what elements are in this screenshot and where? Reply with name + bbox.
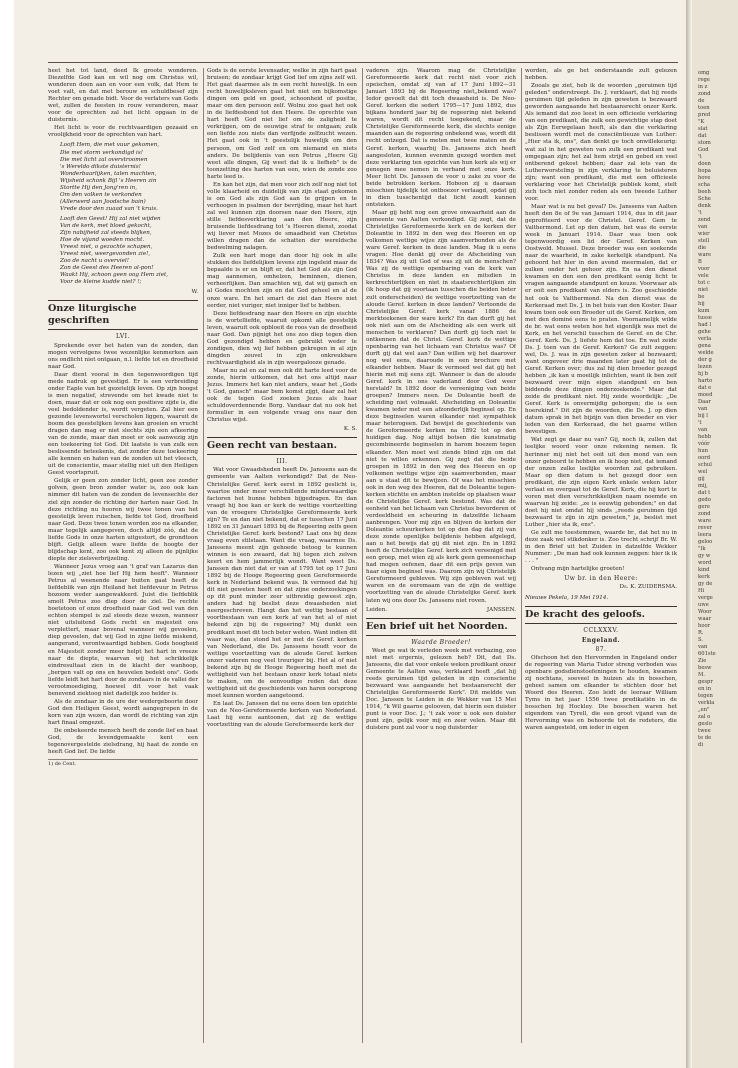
paragraph: Wat zegt ge daar nu van? Gij, noch ik, zullen dat leelijke woord voor onze rekening nemen. Ik herinner mij niet het ooit uit den mond van een onzer geboord te hebben en ik hoop niet, dat iemand der onzen zulke leelijke woorden zal gebruiken. Maar op dien datum is het gezegd door een predikant, die zijn eigen Kerk enkele weken later verlaat en overgaat tot de Geref. Kerk, die hij kort te voren met dien verschrikkelijken naam noemde en waarvan hij zeide: „ze is eeuwtig gebonden;" en dat doet hij niet omdat hij sinds „reeds geruimen tijd bezwaard te zijn in zijn geweten," ja, beslist met Luther „hier sta ik, ens". — [525, 437, 677, 528]
adjacent-page-line: verge — [698, 595, 713, 601]
adjacent-page-line: zend — [698, 217, 711, 223]
paragraph: Ofschoon het den Hervormden in Engeland onder de regeering van Maria Tudor streng verboden was openbare godsdienstoefeningen te houden, kwamen zij nochtans, soeveel in huizen als in bosschen, geheel samen om elkander te stichten door het Woord des Heeren. Zoo leidt de leeraar William Tyms in het jaar 1556 twee predikatiën in de bosschen bij Hockley. Die bosschen waren het eigendom van Tyrell, die een groot vijand van de Hervorming was en behoorde tot de redeters, die waren aangesteld, om ieder in eigen — [525, 654, 677, 732]
adjacent-page-line: stell — [698, 238, 710, 244]
adjacent-page-line: beeh — [698, 189, 711, 195]
poem-line: Wijsheid schonk Bijl 's Heeren zin — [60, 177, 157, 184]
paragraph: Zooals ge ziet, heb ik de woorden „geruimen tijd geleden" onderstreept. Ds. J. verklaart, dat hij reeds geruimen tijd geleden in zijn geweten is bezwaard geworden aangaande het bestaansrecht onzer Kerk. Als iemand dat zoo leest in een officieele verklaring van een predikant, die zulk een gewichtige stap doet als Zijn Eerwgelaan heeft, als dan die verklaring beslissen wordt met de consciëntieuze van Luther: „Hier sta ik, ons", dan denkt ge toch onwillekeurig: wat zal in het geweten van zulk een predikant wat omgegaan zijn; het zal hem strijd en gebed en veel ontberend gekost hebben; daar zal iets van de Lutherworsteling in zijn verklaring te beluisteren zijn; want een predikant, die met een officieele verklaring voor het Christelijk publiek komt, stelt zich toch niet zonder reden als een tweede Luther voor. — [525, 83, 677, 202]
adjacent-page-edge — [692, 0, 738, 1068]
adjacent-page-line: gespr — [698, 679, 713, 685]
poem-line: Zon de Geest des Heeren al-pon! — [60, 265, 154, 272]
adjacent-page-line: kerk — [698, 574, 710, 580]
adjacent-page-line: tusse — [698, 315, 712, 321]
adjacent-page-line: te de — [698, 735, 712, 741]
adjacent-page-line: dat — [698, 133, 707, 139]
adjacent-page-line: die — [698, 245, 707, 251]
adjacent-page-line: lezen — [698, 364, 712, 370]
adjacent-page-line: besw — [698, 665, 712, 671]
column-4 — [525, 68, 677, 1043]
adjacent-page-line: waar — [698, 616, 712, 622]
article-number: III. — [276, 458, 288, 466]
adjacent-page-line: gy de — [698, 581, 713, 587]
article-heading: Geen recht van bestaan. — [207, 437, 357, 455]
adjacent-page-line: had l — [698, 322, 712, 328]
adjacent-page-line: mij, — [698, 483, 708, 489]
sign-place: Leiden. — [366, 606, 388, 613]
adjacent-page-line: ware — [698, 252, 712, 258]
adjacent-page-line: 't — [698, 420, 702, 426]
adjacent-page-line: twee — [698, 728, 711, 734]
adjacent-page-line: in z — [698, 84, 708, 90]
poem-line: Hoe de vijand woeden mocht. — [60, 237, 145, 244]
adjacent-page-line: vele — [698, 273, 709, 279]
newspaper-page — [14, 0, 686, 1068]
article-heading: De kracht des geloofs. — [525, 606, 677, 624]
poem-line: Die met storm verkondigd is! — [60, 149, 143, 156]
poem-line: Vreest niet, weergevonden zie!, — [60, 251, 151, 258]
adjacent-page-line: tegen — [698, 693, 713, 699]
poem-line: Om den volken te verkonden — [60, 191, 142, 198]
adjacent-page-line: scha — [698, 182, 711, 188]
adjacent-page-line: geloo — [698, 539, 713, 545]
adjacent-page-text — [692, 0, 738, 749]
paragraph: Wanneer Jezus vroeg aan 't graf van Lazarus dan lezen wij „ziet hoe lief Hij hem heeft". Wanneer Petrus al weenende naar buiten gaat heeft de liefdeblik van zijn Heiland het liefdevuur in Petrus bozoom weder aangewakkerd. Juist die liefdeblik smolt Petrus zoo diep door de ziel. De rechte boetetoon of onze droefheid naar God wel van den echten stempel is zal steeds deze wezen, wanneer niet uitsluitend Gods recht en majesteit ons verplettert, maar bovenal wanneer wij gevoelen, diep gevoelen, dat wij God in zijne liefde miskend, aangerand, verontwaardigd hebben. Gods hoogheid en Majesteit zonder meer helpt het hart in vreeze naar de diepte, waarvan wij het schrikkelijk eindresultaat zien in de klacht der wanhoop, „bergen valt op ons en heuvelen bedekt ons". Gods liefde leidt het hart door de zondaars in de vallei der verootmoediging, hoewel dit voor het vaak benevend ziektoog niet dadelijk zoo helder is. — [48, 563, 198, 697]
poem-line: Looft den Geest! Hij zal niet wijden — [60, 215, 161, 222]
adjacent-page-line: B — [698, 259, 702, 265]
adjacent-page-line: "K — [698, 119, 705, 125]
paragraph: Ontvang mijn hartelijke groeten! — [531, 566, 625, 573]
author-signature: W. — [191, 289, 198, 296]
adjacent-page-line: der g — [698, 357, 712, 363]
adjacent-page-line: 't — [698, 154, 702, 160]
paragraph: Zulk een hart moge dan door hij ook in alle stukken des liefdelijken levens zijn ingeleid maar de bepaalde is er en blijft er, dat het God als zijn God mag aannemen, omhelzen, beminnen, dienen, verheerlijken. Dan smachten wij, dat wij gansch en al Godes mochten zijn en dat God geheel en al de onze ware. En het smart de ziel dan Heere niet eerder, niet vuriger, niet inniger lief te hebben. — [207, 253, 357, 309]
series-number: CCLXXXV. — [583, 627, 619, 635]
adjacent-page-line: voor — [698, 266, 710, 272]
adjacent-page-line: van — [698, 224, 708, 230]
closing-line: Uw br. in den Heere: — [564, 575, 638, 583]
adjacent-page-line: zal o — [698, 714, 711, 720]
paragraph: De onbekeerde mensch heeft de zonde lief en haat God, de levendgemaakte kent een tegenovergestelde zielsdrang, hij haat de zonde en heeft God lief. De liefde — [48, 728, 198, 756]
adjacent-page-line: van — [698, 406, 708, 412]
adjacent-page-line: gij — [698, 476, 705, 482]
adjacent-page-line: hove — [698, 175, 711, 181]
column-1 — [48, 68, 198, 1043]
paragraph: Weet ge wat ik verleden week met verbazing, zoo niet met ergernis, gelezen heb? Dit, dat Ds. Janssens, die dat voor enkele weken predikant onzer Gemeente te Aalten was, verklaard heeft „dat hij reeds geruimen tijd geleden in zijn conscientie bezwaard was aangaande het bestaansrecht der Christelijke Gereformeerde Kerk". Dit meldde van Doc. Janssen te Leiden in de Wekker van 15 Mei 1914, "k Wil gaarne gelooven, dat hierin een duister punt is voor Doc. J.; 't zak voor u ook een duister punt zijn, gelijk voor mij en zeer velen. Maar dit duistere punt zal voor u nog duisterder — [366, 647, 516, 732]
adjacent-page-line: slat — [698, 126, 708, 132]
adjacent-page-line: van — [698, 644, 708, 650]
footnote: 1) de Cent. — [48, 759, 198, 768]
article-number: LVI. — [116, 333, 130, 341]
adjacent-page-line: verkla — [698, 700, 715, 706]
article-heading: Onze liturgische geschriften — [48, 300, 198, 330]
paragraph: Daar dient vooral in den tegenwoordigen tijd mede nadruk op gevestigd. Er is een verbreiding onder Eaple van het gezetelijk leven. Op zijn hoogst is men negatief, strevende om het kwade niet te doen, maar dat er ook nog een positieve zijde is, die veel bedoldender is, wordt vergeten. Zal hier een gezonde levenswortel verscholen liggen, waaruit de boom des geestelijken levens kan groeien en vrucht dragen dan mag er niet slechts zijn een afkeering van de zonde, maar dan moet er ook aanwezig zijn een toekeering tot God. Dit laatste is van zulk een beslissende beteekenis, dat zonder deze toekeering alle kennen en haten van de zonden uit het vleesch, uit de conscientie, maar stellig niet uit den Heiligen Geest voortspruit. — [48, 371, 198, 477]
adjacent-page-line: moed — [698, 392, 713, 398]
adjacent-page-line: Hi — [698, 588, 705, 594]
header-rule — [48, 62, 678, 63]
adjacent-page-line: dat t — [698, 490, 711, 496]
adjacent-page-line: zond — [698, 91, 711, 97]
adjacent-page-line: hebb — [698, 434, 712, 440]
adjacent-page-line: "Ik — [698, 546, 706, 552]
adjacent-page-line: bopa — [698, 168, 711, 174]
paragraph: Deze liefdesdrang naar den Heere en zijn eischte is de wortelliefde, waaruit opkomt alle geestelijk leven, waaruit ook opbloeit de roos van de droefheid naar God. Dan pijnigt het ons zoo diep tegen dien God gezondigd hebben en gebruikt weder te zondigen, dien wij lief hebben gekregen in al zijn dingden zouvel in zijn onkreukbare rechtvaardigheid als in zijn weergalooze genade. — [207, 310, 357, 366]
adjacent-page-line: gy w — [698, 553, 711, 559]
adjacent-page-line: niet — [698, 287, 709, 293]
adjacent-page-line: zond — [698, 511, 711, 517]
adjacent-page-line: Zie — [698, 658, 707, 664]
adjacent-page-line: hij — [698, 301, 705, 307]
adjacent-page-line: verla — [698, 336, 712, 342]
adjacent-page-line: Sche — [698, 196, 711, 202]
adjacent-page-line: pred — [698, 112, 711, 118]
poem-stanza-2 — [48, 216, 198, 286]
adjacent-page-line: gehe — [698, 329, 711, 335]
paragraph: Als de zondaar in de ure der wedergeboorte door God den Heiligen Geest, wordt aangegrepen in de korn van zijn wezen, dan wordt de richting van zijn hart finaal omgezet. — [48, 698, 198, 726]
adjacent-page-line: van — [698, 427, 708, 433]
author-signature: Ds. K. ZUIDERSMA. — [619, 584, 677, 591]
poem-line: Van de kerk, met bloed gekocht, — [60, 222, 152, 229]
adjacent-page-line: „en" — [698, 707, 710, 713]
adjacent-page-line: uwe — [698, 602, 709, 608]
adjacent-page-line: en in — [698, 686, 712, 692]
adjacent-page-line: 't — [698, 210, 702, 216]
poem-line: Zijn nabijheid zal steeds blijken, — [60, 230, 152, 237]
adjacent-page-line: gena — [698, 343, 711, 349]
adjacent-page-line: rege — [698, 77, 710, 83]
paragraph: En kan het zijn, dat men voor zich zelf nog niet tot volle klaarheid en duidelijk van zijn staat gekomen is om God als zijn God aan te grijpen en te verhoogen in psalmen der bevrijding, maar het hart zal wel kunnen zijn doorsen naar den Heere, zijn stille liefdesverklaring aan den Heere, zijn bruisende liefdesdrang tot 's Heeren dienst, zoodat wij liever met Mozes de smaadheid van Christus willen dragen dan de schatten der wereldsche bedwelming nalagen. — [207, 181, 357, 252]
poem-line: Looft Hem, die met vuur gekomen, — [60, 142, 160, 149]
poem-line: Vrede door den zuaad van 't kruis. — [60, 205, 158, 212]
paragraph: Ge zult me toestemmen, waarde br., dat het nu in deze zaak wel stikdonker is. Zoo trecht schrijf Br. W. in den Brief uit het Zuiden in datzelfde Wekker Nummer: „De man had ook kunnen zeggen: hier ik ik . . . " — [525, 530, 677, 565]
column-2 — [207, 68, 357, 1043]
adjacent-page-line: hj b — [698, 371, 708, 377]
poem-line: Voor de kleine kudde niet? !; — [60, 279, 142, 286]
poem-line: Stortte Hij den Jong'ren in, — [60, 184, 138, 191]
adjacent-page-line: ware — [698, 518, 712, 524]
adjacent-page-line: Daar — [698, 399, 711, 405]
adjacent-page-line: S. — [698, 637, 704, 643]
column-divider — [521, 68, 522, 1043]
paragraph: En laat Ds. Janssen dat nu eens doen ten opzichte van de Neo-Gereformeerde kerken van Nederland. Laat hij eens aantoonen, dat zij de wettige voortzetting van de aloude Gereformeerde kerk der — [207, 700, 357, 729]
adjacent-page-line: bij l — [698, 413, 708, 419]
adjacent-page-line: 601ste — [698, 651, 716, 657]
adjacent-page-line: kind — [698, 567, 710, 573]
adjacent-page-line: toen — [698, 105, 710, 111]
adjacent-page-line: wier — [698, 231, 710, 237]
section-number: 87. — [595, 645, 607, 653]
adjacent-page-line: hun — [698, 448, 709, 454]
paragraph: Maar gij hebt nog een grove onwaarheid aan de gemeente van Aalten verkondigd. Gij zegt, dat de Christelijke Gereformeerde kerk en de kerken der Doleantie in 1892 in den weg des Heeren en op volkomen wettige wijze zijn saamverbonden als de ware Geref. kerken in deze landen. Mag ik u eens vragen: Hoe denkt gij over de Afscheiding van 1834? Was zij uit God of was zij uit de menschen? Was zij de wettige openbaring van de kerk van Christus in deze landen en mitsdien in kerkrechterlijken en niet in staatsrechterlijken zin (ik hoop dat gij voortaan tusschen die beiden beter zult onderscheiden) de wettige voortzetting van de aloude Geref. kerken in deze landen? Vertoonde de Christelijke Geref. kerk vanaf 1886 de merkteekenen der ware kerk? En dan durft gij het ook niet aan om de Afscheiding als een werk uit menschen te verklaren? Dan durft gij toch niet te ontkennen dat de Christ. Geref. kerk de wettige openbaring van het lichaam van Christus was? Of durft gij dat wel aan? Dan willen wij het daarover nog wel eens, daaroude in een brochure met elkander hebben. Maar ik vermoed wel dat gij het hierin met mij eens zijt. Wanneer is dan de aloude Geref. kerk in ons vaderland door God weer herstald? In 1892 door de vereeniging van beide groepen? Immers neen. De Doleantie heeft de scheiding niet volmaakt. Afscheiding en Doleantie kwamen ieder met een afzonderlijk beginsel op. En deze beginselen waren elkander niet sympathiek maar heterogeen. Dat bewijst de geschiedenis van de Gereformeerde kerken na 1892 tot op den huidigen dag. Nog altijd botsen die kunstmatig gecombineerde beginselen in harom boezem tegen elkander. Men moet wel ziende blind zijn om dat niet te willen erkennen. Gij zegt dat die beide groepen in 1892 in den weg des Heeren en op volkomen wettige wijze zijn saamverbonden, maar aan u staat dit te bewijzen. Of was het misschien ook in den weg des Heeren, dat de Doleantie tegen-kerken stichtte en ambten instelde op plaatsen waar de Christelijke Geref. kerk bestond. Was dat de eenheid van het lichaam van Christus bevorderen of verdeeldheid en scheuring in datzelfde lichaam aanbrengen. Voor mij zijn en blijven de kerken der Doleantie scheurkerken tot op den dag dat zij van deze zonde openlijke belijdenis hebben afgelegd, aan u het bewijs dat gij dit niet zijn. En in 1892 heeft de Christelijke Geref. kerk zich vereenigd met een groep, met wien zij als kerk geen gemeenschap had mogen oefenen, daar dit een prijs geven van haar eigen beginsel was. Daarom zijn wij Christelijk Gereformeerd gebleven. Wij zijn gebleven wat wij waren en de eeremaam van de zijn de wettige voortzetting van de aloude Christelijke Geref. kerk laten wij ons door Ds. Janssens niet roven. — [366, 209, 516, 604]
paragraph: Sprekende over het haten van de zonden, dan mogen vervolgens twee wezenlijke kenmerken aan ons ondlicht niet ontgaan, n.l. liefde tot en droefheid naar God. — [48, 342, 198, 370]
adjacent-page-line: tot c — [698, 280, 710, 286]
adjacent-page-line: kum — [698, 308, 710, 314]
adjacent-page-line: schul — [698, 462, 712, 468]
paragraph: heet het tot land, deed Ik groote wonderen. Diezelfde God kan en wil nog om Christus wil, wonderen doen aan en voor een volk, dat Hem te voet valt, en dat met berouw en schuldbesef zijn Rechter om genade bidt. Voor de verlaters van Gods wet, zullen de feesten in rouw veranderen, maar voor de oprechten zal het licht opgaan in de duisternis. — [48, 68, 198, 124]
adjacent-page-line: omg — [698, 70, 710, 76]
adjacent-page-line: di — [698, 742, 703, 748]
adjacent-page-line: Woor — [698, 609, 712, 615]
paragraph: worden, als ge het onderstaande zult gelezen hebben. — [525, 68, 677, 82]
adjacent-page-line: R. — [698, 630, 704, 636]
paragraph: Het licht is voor de rechtvaardigen gezaaid en vroolijkheid voor de oprechten van hart. — [48, 125, 198, 139]
paragraph: Gods is de eerste levensader, welke in zijn hart gaat bruisen; de zondaar krijgt God lief om zijns zelf wil. Het gaat daarmee als in een recht huwelijk. In een recht huwelijksleven gaat het niet om bijkomstige dingen om geld en goed, schoonheid of positie, maar om den persoon zelf. Wolnu zoo gaat het ook in de liefdesbond tot den Heere. De oprechte van hart heeft God niet lief om de zaligheid te verkrijgen, om de eeuwige straf te ontgaan; zulk een liefde zou niets dan verfijnde zelfzucht wezen. Het gaat ook in 't geestelijk huwelijk om den persoon, om God zelf en om niemand en niets anders. De belijdenis van een Petrus „Heere Gij weet alle dingen, Gij weet dat ik u liefheb" is de toonzetting des harten van een, wien de zonde zoo harte leed is. — [207, 68, 357, 180]
paragraph: Gelijk er geen zon zonder licht, geen zee zonder golven, geen bron zonder water is, zoo ook kan nimmer dit haten van de zonden de levensechte der ziel zijn zonder de richting der harten naar God. In deze richting nu hooren wij twee tonen van het geestelijk leven ruischen, liefde tot God, droefheid naar God. Deze twee tonen worden zoo na elkander, maar tegelijk aangegeven, doch altijd zóó, dat de liefde Gods in onze harten uitgestort, de grondtoon blijft. Gelijk alleen ware liefde de hoogte der blijdschap kent, zoo ook kent zij alleen de pijnlijke diepte der zielsverbrijzeling. — [48, 478, 198, 562]
poem-line: (Allerwerd aan Joodsche bain) — [60, 198, 146, 205]
poem-line: Wonderbaarlijken, talen machten, — [60, 170, 157, 177]
adjacent-page-line: denk — [698, 203, 711, 209]
column-divider — [203, 68, 204, 1043]
poem-line: Waakt Hij, schoon geen oog Hem ziet, — [60, 272, 169, 279]
adjacent-page-line: doen — [698, 161, 711, 167]
adjacent-page-line: de — [698, 98, 705, 104]
salutation: Waarde Broeder! — [411, 638, 471, 646]
adjacent-page-line: harto — [698, 378, 713, 384]
poem-line: Vreest niet, o gezochte schapen, — [60, 244, 153, 251]
poem-line: Die met licht zal overstroomen — [60, 156, 148, 163]
adjacent-page-line: wel — [698, 469, 708, 475]
paragraph: Maar nu zal en zal men ook dit harte leed voor de zonde, hierin uitkomen, dat het ons altijd naar Jezus. Immers het kan niet anders, waar het „Gods 't God, gansch" maar bem komst zijgt, daar zal het ook de tegen God zoeken Jezus als haar schuldoverdennende Borg. Vandaar dat nu ook het formulier in een volgende vraag ons naar den Christus wijst. — [207, 367, 357, 424]
adjacent-page-line: be — [698, 294, 705, 300]
adjacent-page-line: rever — [698, 525, 713, 531]
adjacent-page-line: gere — [698, 504, 710, 510]
column-3 — [366, 68, 516, 1043]
poem-stanza-1 — [48, 142, 198, 212]
adjacent-page-line: vóór — [698, 441, 710, 447]
column-divider — [362, 68, 363, 1043]
adjacent-page-line: word — [698, 560, 712, 566]
adjacent-page-line: stom — [698, 140, 711, 146]
poem-line: Zoo de nacht u overviel! — [60, 258, 129, 265]
adjacent-page-line: God — [698, 147, 709, 153]
paragraph: Wat voor Gwaadsheden heeft Ds. Janssens aan de gemeente van Aalten verkondigd? Dat de Neo-Christelijke Geref. kerk eerst in 1892 geslicht is, waartoe onder meer verschillende minderwaardige factoren het hunne hebben bijgedragen. En dan vraagt hij hoe kan er kerk de wettige voortzetting van de vroegere Christelijke Gereformeerde kerk zijn? Te en dan niet bekend, dat er tusschen 17 Juni 1892 en 31 Januari 1893 bij de Regeering zelfs geen Christelijke Geref. kerk bestond? Laat ons bij deze vraag even stilstaan. Want die vraag, waarmee Ds. Janssens meent zijn gehoede betoog te kunnen winnen is een zwaard, dat hij tegen zich zelven keert en hem jammerlijk wondt. Want weet Ds. Janssen dan niet dat er van af 1795 tot op 17 Juni 1892 bij de Hooge Regeering geen Gereformeerde kerk in Nederland bekend was. Ik vermoed dat hij dit niet geweten heeft en dat zijne onderzoekingen op dit punt minder zeer uitbreidig geweest zijn, anders had hij beslist deze dwaasheden niet neergeschreven. Hangt dan het wettig bestaan of voortbestaan van een kerk af van het al of niet bekend zijn bij de regeering? Mij dunkt een predikant moet dit toch beter weten. Want indien dit waar was, dan stond het er met de Geref. kerken van Nederland, die Ds. Janssens houdt voor de wettige voortzetting van de aloude Geref. kerken onzer vaderen nog veel treuriger bij. Het al of niet bekend zijn bij de Hooge Regeering heeft met de wettigheid van het bestaan onzer kerk totaal niets te maken, om de eenvoudige reden dat deze wettigheid uit de geschiedenis van haren oorsprong moet kunnen worden aangetoond. — [207, 467, 357, 699]
adjacent-page-line: oord — [698, 455, 711, 461]
adjacent-page-line: leera — [698, 532, 712, 538]
paragraph: vaderen zijn. Waarom mag de Christelijke Gereformeerde kerk dat recht niet voor zich opeischen, omdat zij van af 17 Juni 1892—31 Januari 1893 bij de Regeering niet„bekend was? Iedor gevoelt dat dit toch dwaasheid is. De Neo-Geref. kerken die sedert 1795—17 Juni 1892, dus bijkans honderd jaar bij de regeering niet bekend waren, wordt dit recht toegekend, maar de Christelijke Gereformeerde kerk, die slechts eenige maanden aan de regeering onbekend was, wordt dit recht ontzegd. Dat is meten met twee maten en de Geref. kerken, waarbij Ds. Janssens zich heeft aangesloten, kunnen evenmin gezegd worden met deze verklaring ten opzichte van hun kerk als wij er genegen mee nemen in verband met onze kerk. Meer licht Ds. Janssen de voor u zake zu voor de beide betrokken kerken. Hoboon zij u daaraan misschien tijdelijk tot ontboezer verlaagd, opdat gij in dien tusschentijd dat licht zoudt kunnen ontsteken. — [366, 68, 516, 208]
article-heading: Een brief uit het Noorden. — [366, 618, 516, 636]
adjacent-page-line: hoor — [698, 623, 711, 629]
place-date: Nieuwe Pekela, 19 Mei 1914. — [525, 595, 609, 602]
poem-line: 's Wereldo dikste duisternis! — [60, 163, 141, 170]
section-title: Engeland. — [581, 636, 621, 644]
signature-line — [366, 607, 516, 614]
adjacent-page-line: M. — [698, 672, 705, 678]
paragraph: Maar wat is nu het geval? Ds. Janssens van Aalten heeft den 8e of 9e van Januari 1914, dus in dit jaar geprofiteerd voor de Christel. Geref. Gem te Valthermond. Let op den datum, het was de eerste week in Januari 1914. Daar was toen ook tegenwoordig een lid der Geref. Kerken van Oostwold. Mussel. Deze broeder was een soekende naar de waarheid, in zake kerkelijk standpunt. Na gehoord het hier in den avond meermalen, dat er zulken onder het gehoor zijn. En na den dienst kwamen en den een den predikant eenig licht te vragen aangaande standpunt en keuze. Voorwaar als er ooit een predikant van elders is. Zoo geschiedde het ook te Valthermond. Na den dienst was de Kerkeraad met Ds. J. in het huis van den Koster. Daar kwam toen ook een Broeder uit de Geref. Kerken, om met den dominé eens te praten. Voornamelijk wilde de br. wat eens weten hoe het eigenlijk was met de Kerk, en het verschil tusschen de Geref. en de Chr. Geref. Kerk. Ds. J. liefste hem dat toe. En wat zeide Ds. J. toen van de Geref. Kerken? Ge zult zeggen: wel, Ds. J. was in zijn geweten zeker al bezwaard; want ongeveer drie maanden later gaat hij tot de Geref. Kerken over; dus zal hij dien broeder gezegd hebben „ik kan u moeilijk inlichten, want ik ben zelf bezwaard over mijn eigen standpunt en ben biddende deze dingen onderzoekende." Maar dat zeide de predikant niet. Hij zeide woordelijk: „De Geref. Kerk is onvermijdig geborgen; die is een hoerekind." Dit zijn de woorden, die Ds. J. op dien datum sprak in het bijzijn van dien broeder en vier leden van den Kerkeraad, die het gaarne willen bevestigen. — [525, 203, 677, 436]
sign-author: JANSSEN. — [486, 606, 516, 613]
adjacent-page-line: welde — [698, 350, 714, 356]
adjacent-page-line: geslo — [698, 721, 712, 727]
adjacent-page-line: gedo — [698, 497, 711, 503]
author-signature: K. S. — [343, 426, 357, 433]
adjacent-page-line: dat e — [698, 385, 712, 391]
